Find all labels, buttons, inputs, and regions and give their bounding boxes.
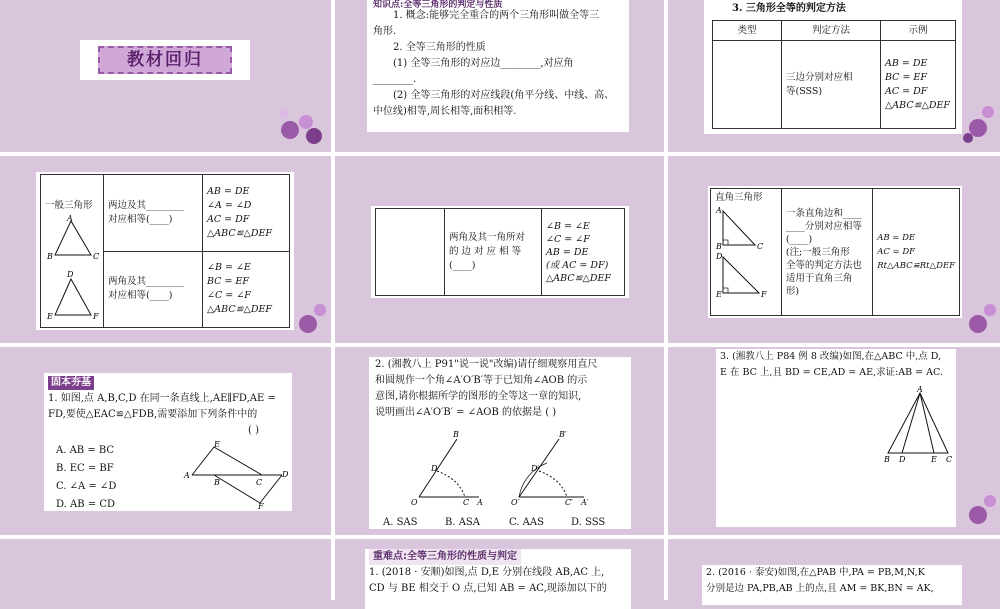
judge-table	[710, 188, 960, 316]
slide-thumbnail[interactable]	[335, 156, 664, 343]
slide-thumbnail[interactable]	[0, 156, 331, 343]
slide-thumbnail[interactable]	[668, 156, 1000, 343]
flower-decoration-icon	[960, 296, 1000, 342]
table-cell	[711, 189, 782, 316]
slide-thumbnail[interactable]	[668, 539, 1000, 600]
concept-line: 2. 全等三角形的性质	[393, 42, 486, 53]
example-text: ∠C = ∠F	[546, 233, 590, 245]
option-b[interactable]: B. EC = BF	[56, 463, 114, 474]
table-cell	[376, 209, 445, 296]
svg-text:B: B	[453, 430, 459, 439]
slide-thumbnail[interactable]	[335, 539, 664, 600]
concept-line: (2) 全等三角形的对应线段(角平分线、中线、高、	[393, 90, 615, 101]
judge-table	[375, 208, 625, 296]
method-text: 两角及其一角所对	[449, 232, 526, 243]
table-cell	[873, 189, 960, 316]
slide-thumbnail[interactable]	[0, 0, 331, 152]
slide-thumbnail[interactable]	[0, 347, 331, 535]
concept-card	[367, 0, 629, 132]
flower-decoration-icon	[290, 296, 330, 342]
question-line: 3. (湘教八上 P84 例 8 改编)如图,在△ABC 中,点 D,	[720, 351, 942, 362]
example-text: AB = DE	[877, 233, 916, 243]
table-header: 类型	[713, 21, 782, 41]
svg-text:E: E	[214, 440, 220, 449]
svg-text:B: B	[47, 252, 53, 261]
question-card	[702, 565, 962, 605]
table-cell	[203, 251, 290, 328]
method-text: ____分别对应相等	[785, 220, 862, 232]
table-cell	[203, 175, 290, 252]
slide-thumbnail[interactable]	[668, 0, 1000, 152]
table-card	[36, 172, 294, 330]
svg-text:C: C	[256, 478, 263, 487]
svg-text:B′: B′	[559, 430, 567, 439]
svg-text:B: B	[214, 478, 220, 487]
table-cell	[41, 175, 104, 328]
svg-text:F: F	[761, 290, 767, 299]
option-d[interactable]: D. SSS	[571, 517, 606, 528]
q3-figure	[882, 387, 954, 465]
right-label: 直角三角形	[715, 192, 763, 203]
question-card	[716, 349, 956, 527]
table-cell	[782, 41, 881, 129]
question-line: 1. (2018 · 安顺)如图,点 D,E 分别在线段 AB,AC 上,	[369, 567, 605, 578]
table-card	[708, 186, 962, 318]
svg-text:B: B	[884, 455, 890, 464]
table-cell	[781, 189, 872, 316]
example-text: △ABC≌△DEF	[885, 99, 951, 111]
example-text: ∠C = ∠F	[207, 290, 251, 302]
question-line: 2. (湘教八上 P91"说一说"改编)请仔细观察用直尺	[375, 359, 598, 370]
svg-text:B: B	[716, 242, 722, 251]
svg-text:C: C	[757, 242, 764, 251]
svg-text:A: A	[184, 471, 190, 480]
question-line: FD,要使△EAC≌△FDB,需要添加下列条件中的	[48, 409, 258, 420]
method-text: 对应相等(____)	[108, 290, 173, 302]
slide-thumbnail[interactable]	[668, 347, 1000, 535]
svg-text:A′: A′	[581, 498, 589, 507]
svg-text:A: A	[67, 214, 73, 223]
slide-thumbnail[interactable]	[0, 539, 331, 600]
method-text: (____)	[449, 260, 476, 271]
table-cell	[713, 41, 782, 129]
question-line: 1. 如图,点 A,B,C,D 在同一条直线上,AE∥FD,AE =	[48, 393, 276, 404]
svg-text:A: A	[716, 206, 722, 215]
table-header: 示例	[881, 21, 956, 41]
table-cell	[104, 175, 203, 252]
section-badge: 固本夯基	[48, 376, 94, 390]
svg-text:O′: O′	[511, 498, 520, 507]
question-line: 2. (2016 · 泰安)如图,在△PAB 中,PA = PB,M,N,K	[706, 567, 925, 578]
example-text: BC = EF	[885, 71, 927, 83]
svg-text:D: D	[899, 455, 906, 464]
triangle-figures	[45, 214, 100, 325]
example-text: AB = DE	[207, 185, 250, 197]
example-text: (或 AC = DF)	[546, 259, 609, 271]
question-card	[44, 373, 292, 511]
method-text: (注;一般三角形	[785, 246, 850, 258]
question-line: 说明画出∠A′O′B′ = ∠AOB 的依据是 ( )	[375, 407, 557, 418]
method-text: 的 边 对 应 相 等	[449, 246, 522, 257]
right-triangle-figures	[715, 205, 771, 301]
table-cell	[881, 41, 956, 129]
option-c[interactable]: C. AAS	[509, 517, 544, 528]
general-label: 一般三角形	[45, 200, 93, 211]
svg-text:C: C	[93, 252, 100, 261]
slide-thumbnail[interactable]	[335, 0, 664, 152]
example-text: AC = DF	[885, 85, 928, 97]
table-card	[371, 206, 629, 298]
svg-text:E: E	[47, 312, 53, 321]
table-header: 判定方法	[782, 21, 881, 41]
concept-line: 中位线)相等,周长相等,面积相等.	[373, 106, 517, 117]
method-text: 两角及其________	[108, 276, 185, 288]
option-d[interactable]: D. AB = CD	[56, 499, 115, 510]
svg-text:O: O	[411, 498, 418, 507]
concept-header: 知识点:全等三角形的判定与性质	[373, 0, 503, 10]
example-text: AC = DF	[207, 213, 250, 225]
method-text: 对应相等(____)	[108, 213, 173, 225]
option-a[interactable]: A. SAS	[383, 517, 418, 528]
svg-text:C: C	[463, 498, 470, 507]
method-text: 三边分别对应相	[786, 71, 853, 83]
svg-text:C: C	[946, 455, 953, 464]
question-line: E 在 BC 上,且 BD = CE,AD = AE,求证:AB = AC.	[720, 367, 943, 378]
svg-text:D′: D′	[531, 464, 540, 473]
method-table	[712, 20, 956, 129]
svg-text:A: A	[917, 385, 923, 394]
question-line: CD 与 BE 相交于 O 点,已知 AB = AC,现添加以下的	[369, 583, 607, 594]
banner-box	[80, 40, 250, 80]
q2-figure	[399, 427, 599, 507]
example-text: △ABC≌△DEF	[207, 304, 273, 316]
judge-table	[40, 174, 290, 328]
banner-title: 教材回归	[127, 50, 203, 70]
method-text: 全等的判定方法也	[785, 259, 862, 271]
table-cell	[104, 251, 203, 328]
table-cell	[542, 209, 625, 296]
example-text: AB = DE	[546, 246, 589, 258]
example-text: △ABC≌△DEF	[207, 227, 273, 239]
question-line: 意图,请你根据所学的图形的全等这一章的知识,	[375, 391, 582, 402]
question-card	[369, 357, 631, 529]
option-c[interactable]: C. ∠A = ∠D	[56, 481, 117, 492]
flower-decoration-icon	[958, 98, 998, 148]
question-card	[365, 549, 631, 609]
method-text: 一条直角边和____	[785, 207, 862, 219]
method-text: 两边及其________	[108, 199, 185, 211]
option-a[interactable]: A. AB = BC	[56, 445, 115, 456]
example-text: AC = DF	[877, 247, 916, 257]
method-text: 形)	[785, 285, 800, 297]
method-card	[704, 0, 962, 134]
svg-text:D: D	[431, 464, 438, 473]
svg-text:A: A	[477, 498, 483, 507]
svg-text:D: D	[67, 270, 74, 279]
key-header: 重难点:全等三角形的性质与判定	[369, 549, 521, 565]
svg-text:D: D	[716, 252, 723, 261]
example-text: ∠B = ∠E	[207, 262, 251, 274]
concept-line: ________.	[373, 74, 417, 85]
method-text: 等(SSS)	[786, 85, 823, 97]
svg-text:E: E	[931, 455, 937, 464]
example-text: ∠A = ∠D	[207, 199, 252, 211]
question-line: 和圆规作一个角∠A′O′B′等于已知角∠AOB 的示	[375, 375, 588, 386]
table-cell	[445, 209, 542, 296]
svg-text:C′: C′	[565, 498, 573, 507]
method-text: (____)	[785, 233, 813, 245]
svg-text:D: D	[282, 470, 289, 479]
example-text: BC = EF	[207, 276, 249, 288]
flower-decoration-icon	[270, 100, 330, 150]
option-b[interactable]: B. ASA	[445, 517, 480, 528]
concept-line: (1) 全等三角形的对应边________,对应角	[393, 58, 574, 69]
svg-text:F: F	[258, 502, 264, 511]
example-text: ∠B = ∠E	[546, 220, 590, 232]
method-title: 3. 三角形全等的判定方法	[732, 3, 846, 14]
flower-decoration-icon	[960, 487, 1000, 533]
question-line: 分别是边 PA,PB,AB 上的点,且 AM = BK,BN = AK,	[706, 583, 934, 594]
answer-bracket: ( )	[248, 425, 259, 436]
slide-thumbnail[interactable]	[335, 347, 664, 535]
svg-text:F: F	[93, 312, 99, 321]
concept-line: 角形.	[373, 26, 397, 37]
example-text: AB = DE	[885, 57, 928, 69]
svg-text:E: E	[716, 290, 722, 299]
method-text: 适用于直角三角	[785, 272, 853, 284]
example-text: △ABC≌△DEF	[546, 272, 612, 284]
concept-line: 1. 概念:能够完全重合的两个三角形叫做全等三	[393, 10, 600, 21]
q1-figure	[184, 441, 288, 509]
example-text: Rt△ABC≌Rt△DEF	[877, 261, 955, 271]
